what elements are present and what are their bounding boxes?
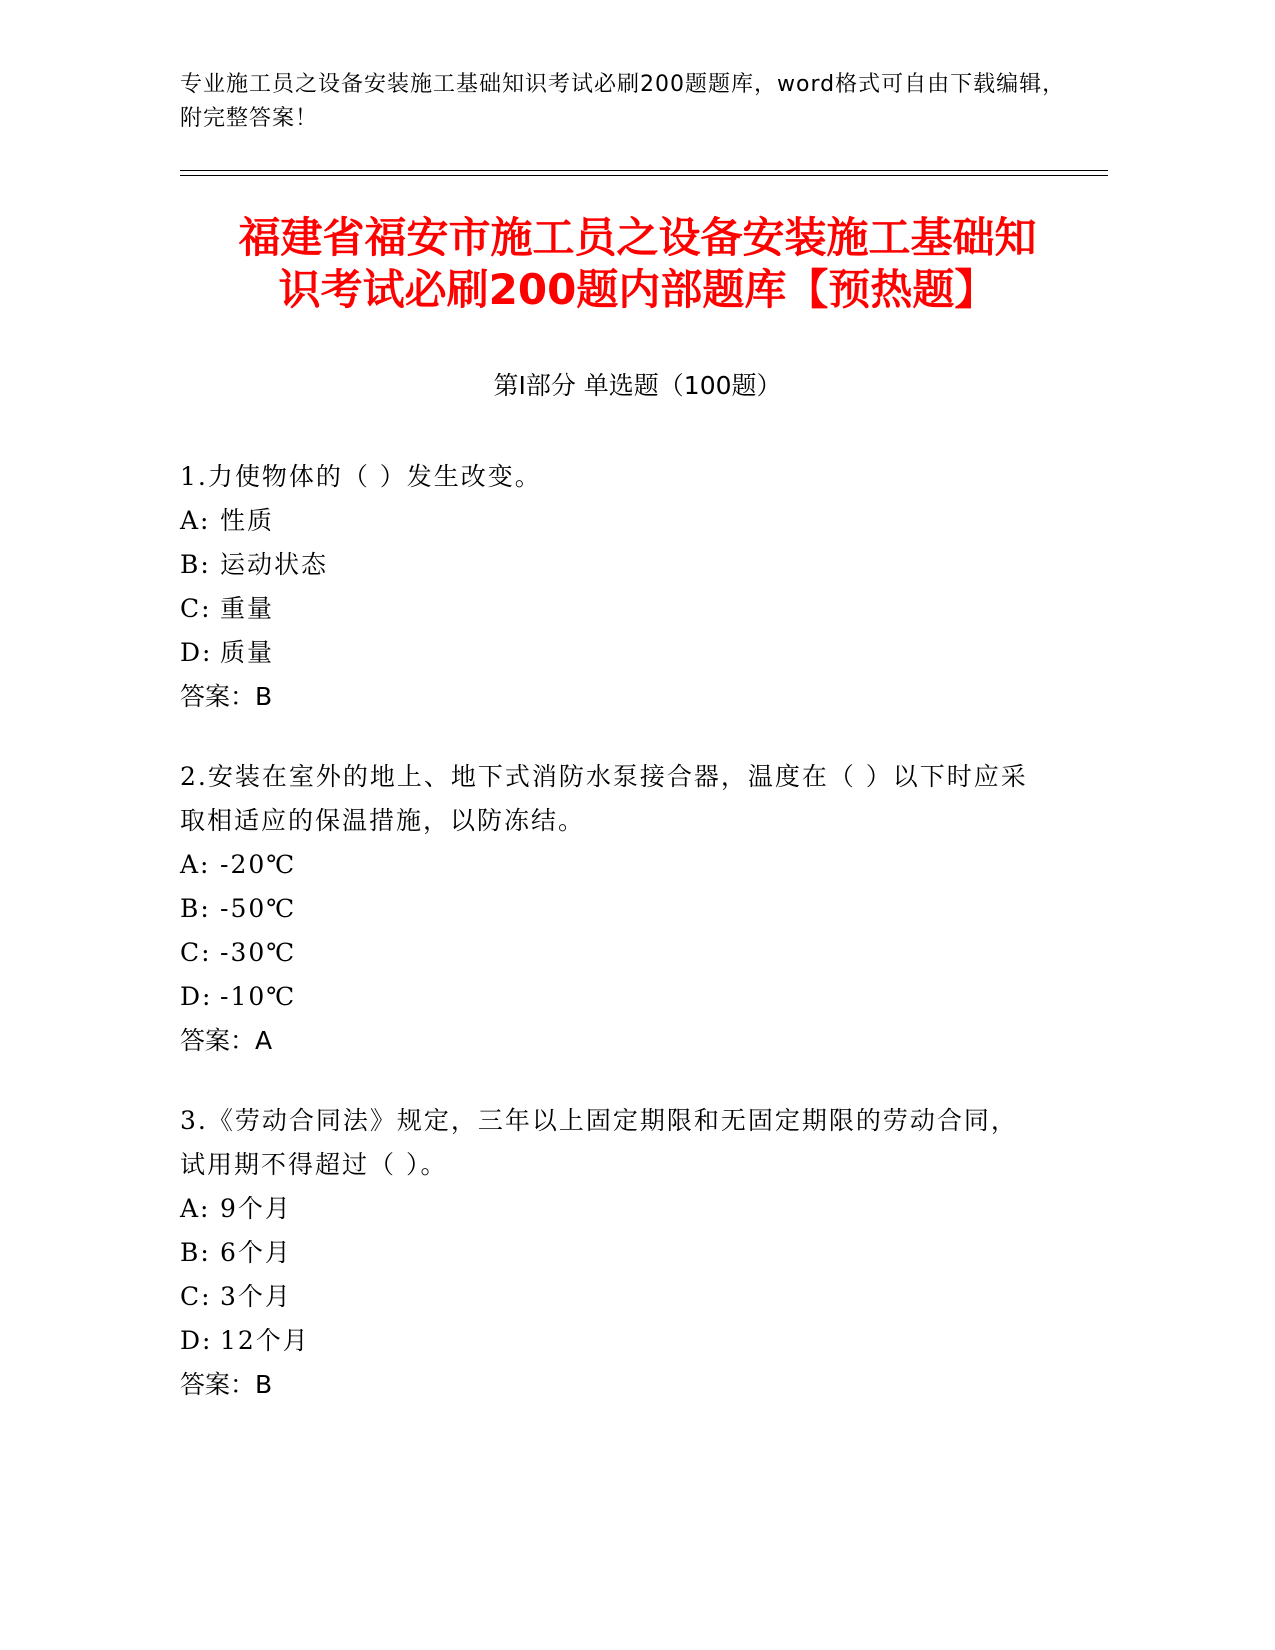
option-b: [180, 1231, 1040, 1275]
option-c: [180, 1275, 1040, 1319]
answer-line: 答案：A: [180, 1026, 273, 1055]
option-letter: A:: [180, 1194, 211, 1223]
question-list: [180, 455, 1040, 1443]
option-text: 质量: [220, 638, 275, 667]
option-letter: C:: [180, 938, 212, 967]
option-letter: A:: [180, 506, 211, 535]
question-stem: 2.安装在室外的地上、地下式消防水泵接合器，温度在（ ）以下时应采取相适应的保温措施，以防冻结。: [180, 762, 1028, 835]
option-letter: B:: [180, 894, 211, 923]
question-item: [180, 755, 1040, 1063]
option-text: 9个月: [220, 1194, 292, 1223]
option-letter: D:: [180, 638, 213, 667]
option-a: [180, 843, 1040, 887]
option-letter: A:: [180, 850, 211, 879]
option-d: [180, 975, 1040, 1019]
option-letter: C:: [180, 1282, 212, 1311]
option-d: [180, 631, 1040, 675]
option-text: 3个月: [220, 1282, 292, 1311]
document-title-line-2: 识考试必刷200题内部题库【预热题】: [278, 265, 997, 314]
option-text: 6个月: [220, 1238, 292, 1267]
header-rule-bottom: [180, 175, 1108, 176]
option-letter: B:: [180, 550, 211, 579]
header-note: 专业施工员之设备安装施工基础知识考试必刷200题题库，word格式可自由下载编辑，附完整答案！: [180, 72, 1066, 131]
option-letter: D:: [180, 982, 213, 1011]
option-text: 运动状态: [220, 550, 329, 579]
option-text: -10℃: [220, 982, 297, 1011]
option-text: 重量: [220, 594, 275, 623]
option-text: -20℃: [220, 850, 297, 879]
option-a: [180, 499, 1040, 543]
option-text: -50℃: [220, 894, 297, 923]
option-text: -30℃: [220, 938, 297, 967]
answer-line: 答案：B: [180, 682, 273, 711]
option-b: [180, 543, 1040, 587]
option-a: [180, 1187, 1040, 1231]
option-b: [180, 887, 1040, 931]
question-stem: 1.力使物体的（ ）发生改变。: [180, 462, 542, 491]
option-letter: B:: [180, 1238, 211, 1267]
header-rule-top: [180, 170, 1108, 171]
option-letter: D:: [180, 1326, 213, 1355]
section-heading: 第Ⅰ部分 单选题（100题）: [493, 371, 782, 400]
document-title: [150, 212, 1125, 316]
question-item: [180, 1099, 1040, 1407]
option-d: [180, 1319, 1040, 1363]
option-c: [180, 931, 1040, 975]
question-stem: 3.《劳动合同法》规定，三年以上固定期限和无固定期限的劳动合同，试用期不得超过（ ）。: [180, 1106, 1018, 1179]
document-title-line-1: 福建省福安市施工员之设备安装施工基础知: [238, 213, 1037, 262]
answer-line: 答案：B: [180, 1370, 273, 1399]
option-text: 性质: [220, 506, 275, 535]
option-letter: C:: [180, 594, 212, 623]
question-item: [180, 455, 1040, 719]
option-c: [180, 587, 1040, 631]
option-text: 12个月: [220, 1326, 310, 1355]
